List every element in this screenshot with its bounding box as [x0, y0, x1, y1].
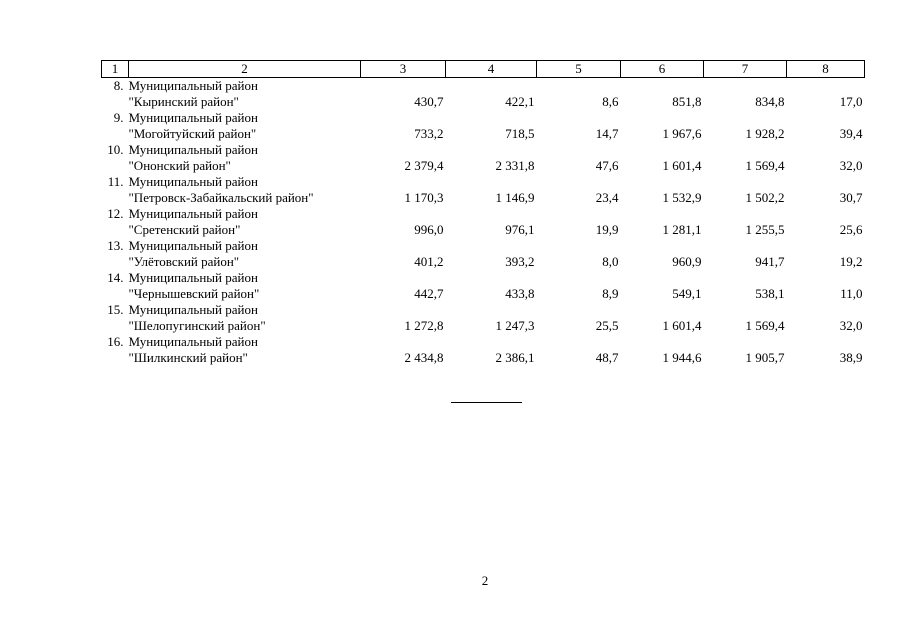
table-row-values [102, 350, 865, 366]
value-cell-col-5: 25,5 [595, 318, 619, 334]
row-index: 13. [107, 238, 124, 254]
empty-cell [704, 302, 787, 318]
empty-cell [361, 334, 446, 350]
table-row [102, 334, 865, 350]
value-cell-col-6: 1 944,6 [662, 350, 702, 366]
value-cell-col-4: 422,1 [505, 94, 535, 110]
empty-cell [787, 270, 865, 286]
empty-cell [621, 174, 704, 190]
empty-cell [787, 110, 865, 126]
empty-cell [102, 126, 129, 142]
district-type: Муниципальный район [128, 270, 258, 286]
district-type: Муниципальный район [128, 142, 258, 158]
district-type: Муниципальный район [128, 110, 258, 126]
value-cell-col-8: 30,7 [839, 190, 863, 206]
empty-cell [446, 78, 537, 95]
empty-cell [621, 334, 704, 350]
value-cell-col-8: 32,0 [839, 158, 863, 174]
value-cell-col-3: 1 272,8 [404, 318, 444, 334]
empty-cell [787, 142, 865, 158]
value-cell-col-6: 960,9 [672, 254, 702, 270]
column-header: 2 [129, 61, 361, 78]
empty-cell [361, 302, 446, 318]
empty-cell [102, 350, 129, 366]
value-cell-col-7: 834,8 [755, 94, 785, 110]
value-cell-col-7: 1 569,4 [745, 158, 785, 174]
budget-table [101, 60, 865, 366]
table-row [102, 110, 865, 126]
empty-cell [621, 302, 704, 318]
value-cell-col-8: 39,4 [839, 126, 863, 142]
value-cell-col-3: 401,2 [414, 254, 444, 270]
empty-cell [102, 318, 129, 334]
empty-cell [787, 206, 865, 222]
empty-cell [787, 238, 865, 254]
empty-cell [704, 206, 787, 222]
table-row [102, 238, 865, 254]
value-cell-col-6: 1 967,6 [662, 126, 702, 142]
empty-cell [537, 238, 621, 254]
table-row-values [102, 254, 865, 270]
column-header: 4 [446, 61, 537, 78]
empty-cell [787, 334, 865, 350]
value-cell-col-3: 2 379,4 [404, 158, 444, 174]
row-index: 9. [113, 110, 124, 126]
value-cell-col-8: 25,6 [839, 222, 863, 238]
empty-cell [361, 206, 446, 222]
empty-cell [446, 142, 537, 158]
value-cell-col-4: 1 146,9 [495, 190, 535, 206]
value-cell-col-7: 1 928,2 [745, 126, 785, 142]
table-row-values [102, 126, 865, 142]
district-name: "Могойтуйский район" [128, 126, 257, 142]
table-row [102, 270, 865, 286]
empty-cell [704, 270, 787, 286]
value-cell-col-3: 430,7 [414, 94, 444, 110]
district-name: "Ононский район" [128, 158, 231, 174]
empty-cell [446, 334, 537, 350]
empty-cell [621, 238, 704, 254]
row-index: 8. [113, 78, 124, 94]
value-cell-col-6: 1 281,1 [662, 222, 702, 238]
district-type: Муниципальный район [128, 302, 258, 318]
value-cell-col-8: 38,9 [839, 350, 863, 366]
empty-cell [537, 174, 621, 190]
value-cell-col-7: 941,7 [755, 254, 785, 270]
value-cell-col-8: 32,0 [839, 318, 863, 334]
value-cell-col-4: 718,5 [505, 126, 535, 142]
empty-cell [787, 302, 865, 318]
value-cell-col-4: 1 247,3 [495, 318, 535, 334]
empty-cell [361, 174, 446, 190]
value-cell-col-8: 17,0 [839, 94, 863, 110]
row-index: 10. [107, 142, 124, 158]
empty-cell [537, 78, 621, 95]
table-row [102, 142, 865, 158]
value-cell-col-5: 8,9 [602, 286, 619, 302]
value-cell-col-4: 433,8 [505, 286, 535, 302]
district-type: Муниципальный район [128, 206, 258, 222]
table-header [102, 61, 865, 78]
column-header: 1 [102, 61, 129, 78]
value-cell-col-4: 2 386,1 [495, 350, 535, 366]
table-row [102, 302, 865, 318]
row-index: 11. [107, 174, 124, 190]
value-cell-col-4: 976,1 [505, 222, 535, 238]
value-cell-col-5: 23,4 [595, 190, 619, 206]
empty-cell [446, 110, 537, 126]
table-row [102, 78, 865, 95]
value-cell-col-5: 8,6 [602, 94, 619, 110]
empty-cell [102, 222, 129, 238]
empty-cell [537, 206, 621, 222]
empty-cell [361, 110, 446, 126]
empty-cell [446, 270, 537, 286]
empty-cell [361, 78, 446, 95]
empty-cell [704, 110, 787, 126]
value-cell-col-6: 549,1 [672, 286, 702, 302]
empty-cell [704, 174, 787, 190]
value-cell-col-6: 1 601,4 [662, 318, 702, 334]
empty-cell [102, 254, 129, 270]
row-index: 16. [107, 334, 124, 350]
value-cell-col-8: 19,2 [839, 254, 863, 270]
district-type: Муниципальный район [128, 334, 258, 350]
value-cell-col-7: 1 905,7 [745, 350, 785, 366]
empty-cell [102, 286, 129, 302]
empty-cell [446, 302, 537, 318]
empty-cell [537, 142, 621, 158]
value-cell-col-7: 1 255,5 [745, 222, 785, 238]
value-cell-col-6: 1 532,9 [662, 190, 702, 206]
district-name: "Петровск-Забайкальский район" [128, 190, 314, 206]
empty-cell [102, 94, 129, 110]
district-name: "Сретенский район" [128, 222, 241, 238]
table-row-values [102, 318, 865, 334]
empty-cell [787, 174, 865, 190]
empty-cell [621, 110, 704, 126]
empty-cell [621, 142, 704, 158]
value-cell-col-3: 1 170,3 [404, 190, 444, 206]
district-type: Муниципальный район [128, 78, 258, 94]
value-cell-col-5: 8,0 [602, 254, 619, 270]
empty-cell [704, 78, 787, 95]
value-cell-col-3: 996,0 [414, 222, 444, 238]
column-number-row [102, 61, 865, 78]
value-cell-col-3: 2 434,8 [404, 350, 444, 366]
empty-cell [446, 174, 537, 190]
value-cell-col-7: 1 569,4 [745, 318, 785, 334]
district-name: "Кыринский район" [128, 94, 239, 110]
district-type: Муниципальный район [128, 174, 258, 190]
empty-cell [621, 206, 704, 222]
empty-cell [704, 238, 787, 254]
value-cell-col-5: 19,9 [595, 222, 619, 238]
column-header: 7 [704, 61, 787, 78]
empty-cell [704, 334, 787, 350]
district-name: "Чернышевский район" [128, 286, 260, 302]
value-cell-col-6: 1 601,4 [662, 158, 702, 174]
district-name: "Улётовский район" [128, 254, 240, 270]
district-name: "Шелопугинский район" [128, 318, 266, 334]
empty-cell [537, 334, 621, 350]
table-row-values [102, 222, 865, 238]
table-row-values [102, 94, 865, 110]
empty-cell [537, 302, 621, 318]
value-cell-col-3: 442,7 [414, 286, 444, 302]
empty-cell [704, 142, 787, 158]
empty-cell [446, 238, 537, 254]
column-header: 6 [621, 61, 704, 78]
column-header: 8 [787, 61, 865, 78]
table-row-values [102, 158, 865, 174]
value-cell-col-5: 14,7 [595, 126, 619, 142]
column-header: 3 [361, 61, 446, 78]
empty-cell [621, 270, 704, 286]
empty-cell [621, 78, 704, 95]
value-cell-col-6: 851,8 [672, 94, 702, 110]
empty-cell [446, 206, 537, 222]
empty-cell [537, 110, 621, 126]
table-row-values [102, 190, 865, 206]
value-cell-col-8: 11,0 [840, 286, 863, 302]
empty-cell [361, 238, 446, 254]
table-row [102, 174, 865, 190]
empty-cell [102, 158, 129, 174]
column-header: 5 [537, 61, 621, 78]
table-body [102, 78, 865, 367]
value-cell-col-3: 733,2 [414, 126, 444, 142]
empty-cell [361, 142, 446, 158]
value-cell-col-4: 2 331,8 [495, 158, 535, 174]
value-cell-col-7: 1 502,2 [745, 190, 785, 206]
empty-cell [787, 78, 865, 95]
district-type: Муниципальный район [128, 238, 258, 254]
value-cell-col-5: 47,6 [595, 158, 619, 174]
empty-cell [102, 190, 129, 206]
table-row [102, 206, 865, 222]
district-name: "Шилкинский район" [128, 350, 248, 366]
end-of-table-rule [451, 402, 522, 403]
row-index: 15. [107, 302, 124, 318]
value-cell-col-5: 48,7 [595, 350, 619, 366]
value-cell-col-7: 538,1 [755, 286, 785, 302]
empty-cell [361, 270, 446, 286]
empty-cell [537, 270, 621, 286]
table-row-values [102, 286, 865, 302]
row-index: 12. [107, 206, 124, 222]
page-number: 2 [481, 573, 489, 588]
value-cell-col-4: 393,2 [505, 254, 535, 270]
row-index: 14. [107, 270, 124, 286]
